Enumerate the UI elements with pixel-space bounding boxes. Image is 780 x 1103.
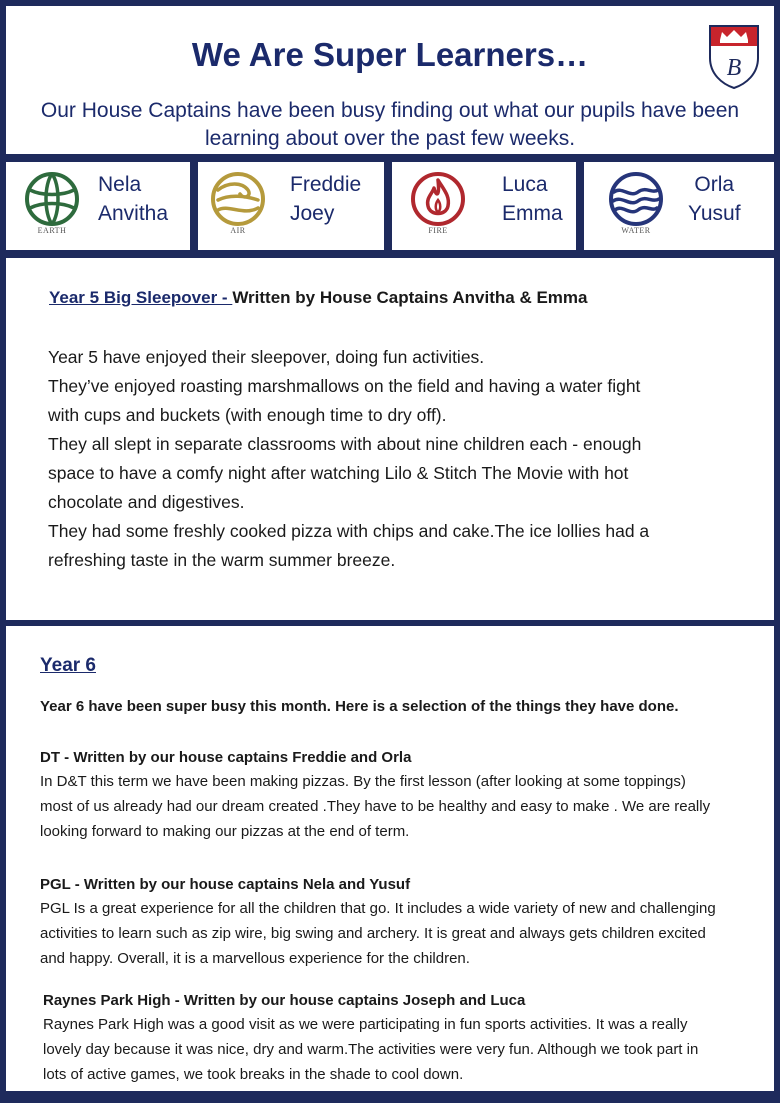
article-line: In D&T this term we have been making pizzas. By the first lesson (after looking at some toppings) bbox=[40, 773, 686, 790]
house-card-fire bbox=[392, 162, 576, 250]
article-line: looking forward to making our pizzas at the end of term. bbox=[40, 823, 410, 840]
article-line: refreshing taste in the warm summer breeze. bbox=[48, 550, 396, 570]
page-title: We Are Super Learners… bbox=[191, 36, 589, 73]
captain-name: Yusuf bbox=[688, 202, 741, 225]
year6-intro: Year 6 have been super busy this month. Here is a selection of the things they have done. bbox=[40, 698, 679, 715]
article-line: chocolate and digestives. bbox=[48, 492, 245, 512]
house-card-earth bbox=[6, 162, 190, 250]
article-heading: PGL - Written by our house captains Nela and Yusuf bbox=[40, 876, 411, 893]
house-caption: FIRE bbox=[428, 226, 448, 235]
fire-icon bbox=[408, 170, 468, 238]
house-captains bbox=[502, 170, 563, 228]
captain-name: Anvitha bbox=[98, 202, 169, 225]
article-line: most of us already had our dream created .They have to be healthy and easy to make . We are really bbox=[40, 798, 711, 815]
year6-title: Year 6 bbox=[40, 655, 96, 676]
article-line: lovely day because it was nice, dry and warm.The activities were very fun. Although we took part in bbox=[43, 1041, 699, 1058]
air-icon bbox=[208, 170, 268, 238]
article-line: and happy. Overall, it is a marvellous experience for the children. bbox=[40, 950, 470, 967]
house-caption: AIR bbox=[230, 226, 246, 235]
article-heading: DT - Written by our house captains Freddie and Orla bbox=[40, 749, 412, 766]
article-line: activities to learn such as zip wire, big swing and archery. It is great and always gets children excited bbox=[40, 925, 706, 942]
house-caption: EARTH bbox=[37, 226, 67, 235]
house-card-air bbox=[198, 162, 384, 250]
captain-name: Emma bbox=[502, 202, 563, 225]
crest-letter: B bbox=[726, 55, 742, 81]
pgl-article bbox=[40, 874, 740, 971]
house-captains bbox=[98, 170, 168, 228]
year5-heading-author: Written by House Captains Anvitha & Emma bbox=[232, 288, 588, 307]
article-line: PGL Is a great experience for all the children that go. It includes a wide variety of new and challenging bbox=[40, 900, 716, 917]
header-panel bbox=[6, 6, 774, 154]
article-line: They’ve enjoyed roasting marshmallows on the field and having a water fight bbox=[48, 376, 641, 396]
article-line: space to have a comfy night after watching Lilo & Stitch The Movie with hot bbox=[48, 463, 629, 483]
article-heading: Raynes Park High - Written by our house captains Joseph and Luca bbox=[43, 992, 526, 1009]
article-line: Raynes Park High was a good visit as we were participating in fun sports activities. It was a really bbox=[43, 1016, 688, 1033]
captain-name: Orla bbox=[694, 173, 735, 196]
dt-article bbox=[40, 747, 740, 844]
raynes-park-high-article bbox=[43, 990, 743, 1087]
year6-section bbox=[6, 626, 774, 1091]
article-body bbox=[40, 769, 740, 844]
water-icon bbox=[606, 170, 666, 238]
article-line: They had some freshly cooked pizza with chips and cake.The ice lollies had a bbox=[48, 521, 650, 541]
article-line: lots of active games, we took breaks in the shade to cool down. bbox=[43, 1066, 464, 1083]
house-card-water bbox=[584, 162, 774, 250]
house-captains bbox=[290, 170, 361, 228]
captain-name: Nela bbox=[98, 173, 142, 196]
house-caption: WATER bbox=[621, 226, 651, 235]
article-line: They all slept in separate classrooms with about nine children each - enough bbox=[48, 434, 642, 454]
captain-name: Joey bbox=[290, 202, 335, 225]
article-body bbox=[43, 1012, 743, 1087]
article-line: with cups and buckets (with enough time to dry off). bbox=[48, 405, 447, 425]
year5-article bbox=[48, 343, 668, 575]
year5-heading-link: Year 5 Big Sleepover - bbox=[49, 288, 233, 307]
school-crest-logo bbox=[706, 20, 762, 90]
house-captains bbox=[688, 170, 741, 228]
page-subtitle: Our House Captains have been busy finding out what our pupils have been learning about over the past few weeks. bbox=[40, 99, 740, 150]
captain-name: Luca bbox=[502, 173, 548, 196]
article-line: Year 5 have enjoyed their sleepover, doing fun activities. bbox=[48, 347, 485, 367]
article-body bbox=[40, 896, 740, 971]
captain-name: Freddie bbox=[290, 173, 362, 196]
year5-section bbox=[6, 258, 774, 620]
earth-icon bbox=[22, 170, 82, 238]
year5-heading bbox=[49, 288, 588, 308]
